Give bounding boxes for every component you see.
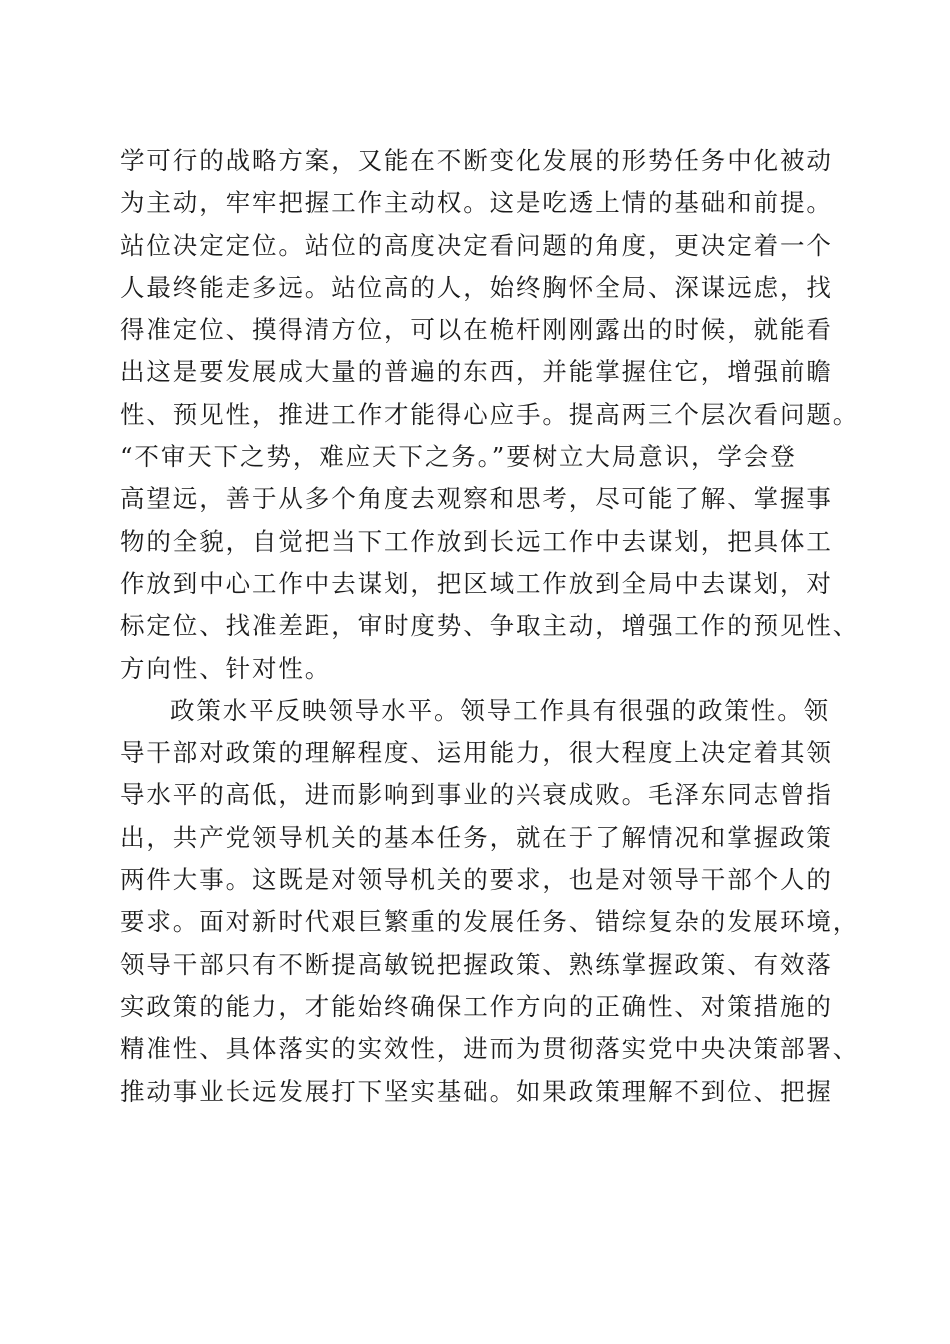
text-line: 站位决定定位。站位的高度决定看问题的角度，更决定着一个 — [120, 230, 833, 260]
text-line: 导水平的高低，进而影响到事业的兴衰成败。毛泽东同志曾指 — [120, 780, 833, 810]
body-text — [120, 140, 860, 1113]
text-line: 人最终能走多远。站位高的人，始终胸怀全局、深谋远虑，找 — [120, 272, 833, 302]
text-line: 方向性、针对性。 — [120, 653, 332, 683]
text-line: 作放到中心工作中去谋划，把区域工作放到全局中去谋划，对 — [120, 568, 833, 598]
text-line: 得准定位、摸得清方位，可以在桅杆刚刚露出的时候，就能看 — [120, 315, 833, 345]
text-line: 要求。面对新时代艰巨繁重的发展任务、错综复杂的发展环境， — [120, 907, 860, 937]
text-line: 实政策的能力，才能始终确保工作方向的正确性、对策措施的 — [120, 991, 833, 1021]
text-line: 精准性、具体落实的实效性，进而为贯彻落实党中央决策部署、 — [120, 1034, 860, 1064]
text-line: 导干部对政策的理解程度、运用能力，很大程度上决定着其领 — [120, 738, 833, 768]
text-line: “不审天下之势，难应天下之务。”要树立大局意识，学会登 — [120, 442, 797, 472]
text-line: 出这是要发展成大量的普遍的东西，并能掌握住它，增强前瞻 — [120, 357, 833, 387]
text-line: 领导干部只有不断提高敏锐把握政策、熟练掌握政策、有效落 — [120, 949, 833, 979]
text-line: 学可行的战略方案，又能在不断变化发展的形势任务中化被动 — [120, 146, 833, 175]
text-line: 两件大事。这既是对领导机关的要求，也是对领导干部个人的 — [120, 865, 833, 895]
paragraph-start-line: 政策水平反映领导水平。领导工作具有很强的政策性。领 — [170, 695, 830, 725]
text-line: 为主动，牢牢把握工作主动权。这是吃透上情的基础和前提。 — [120, 188, 833, 218]
text-line: 推动事业长远发展打下坚实基础。如果政策理解不到位、把握 — [120, 1076, 833, 1106]
text-line: 性、预见性，推进工作才能得心应手。提高两三个层次看问题。 — [120, 399, 860, 429]
text-line: 标定位、找准差距，审时度势、争取主动，增强工作的预见性、 — [120, 611, 860, 641]
text-line: 物的全貌，自觉把当下工作放到长远工作中去谋划，把具体工 — [120, 526, 833, 556]
text-line: 出，共产党领导机关的基本任务，就在于了解情况和掌握政策 — [120, 822, 833, 852]
text-line: 高望远，善于从多个角度去观察和思考，尽可能了解、掌握事 — [120, 484, 833, 514]
